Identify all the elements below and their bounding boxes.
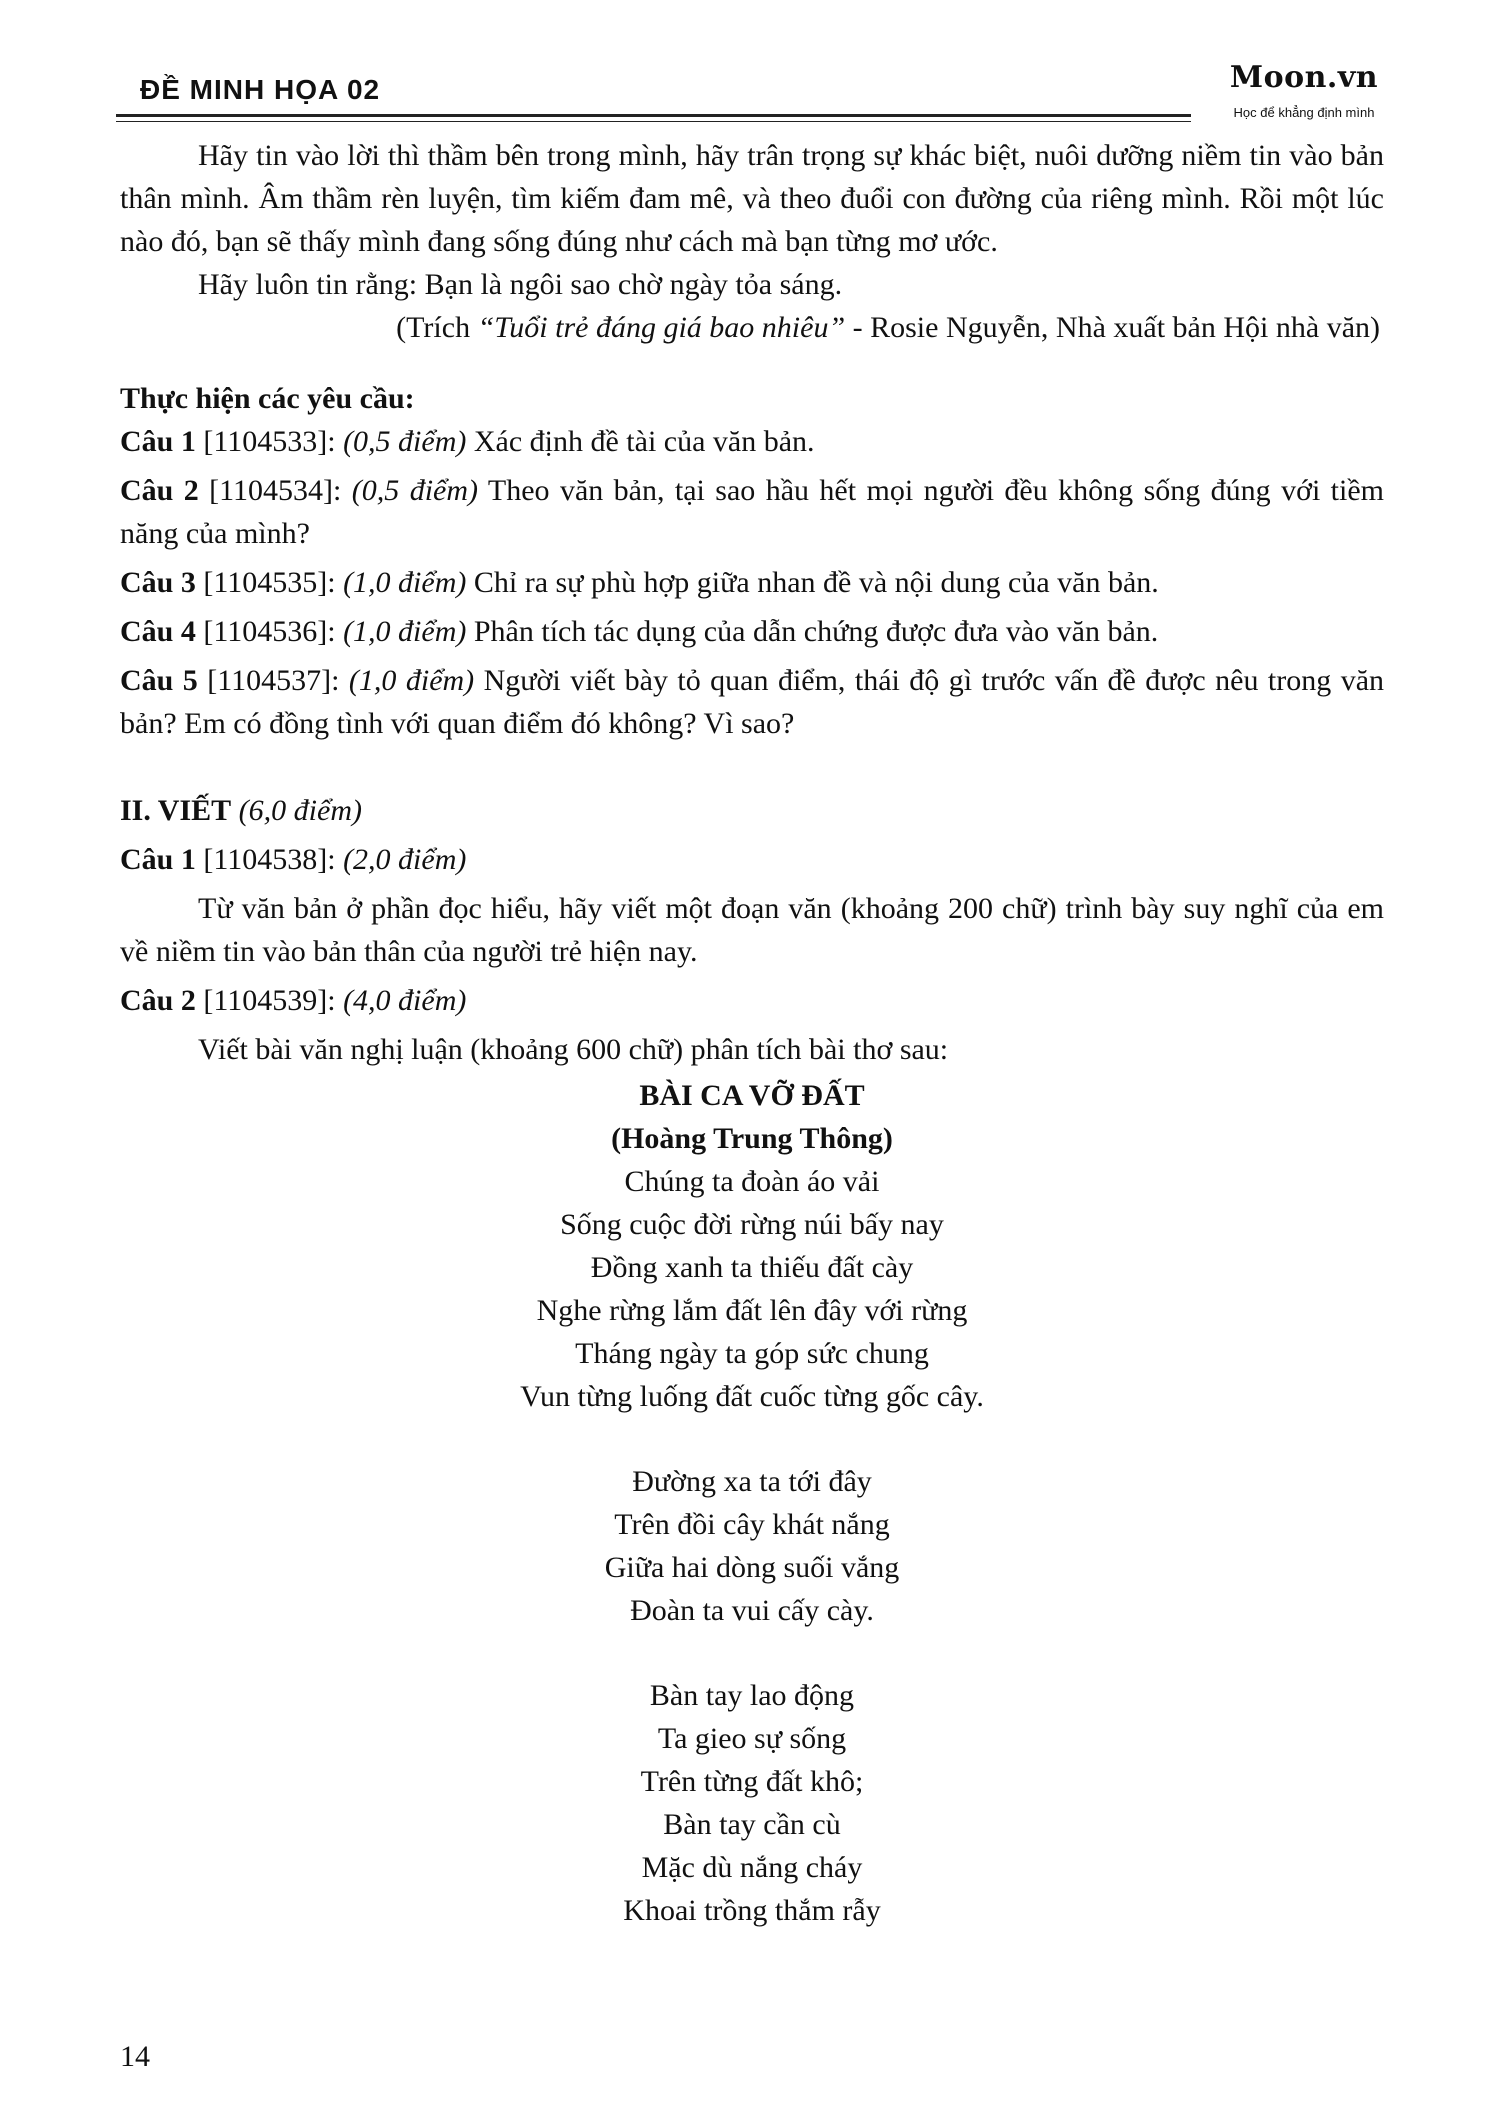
poem xyxy=(120,1074,1384,1932)
page-number: 14 xyxy=(120,2040,150,2073)
tasks-heading: Thực hiện các yêu cầu: xyxy=(120,382,415,415)
source-title: “Tuổi trẻ đáng giá bao nhiêu” xyxy=(477,311,846,344)
poem-line: Đường xa ta tới đây xyxy=(632,1465,872,1498)
question-1: Câu 1 [1104533]: (0,5 điểm) Xác định đề tài của văn bản. xyxy=(120,425,815,458)
poem-line: Đoàn ta vui cấy cày. xyxy=(630,1594,874,1627)
writing-question-1-text: Từ văn bản ở phần đọc hiểu, hãy viết một đoạn văn (khoảng 200 chữ) trình bày suy nghĩ của em về niềm tin vào bản thân của người trẻ hiện nay. xyxy=(120,892,1384,968)
poem-author: (Hoàng Trung Thông) xyxy=(611,1122,893,1155)
exam-title: ĐỀ MINH HỌA 02 xyxy=(140,74,381,105)
source-prefix: (Trích xyxy=(396,311,478,344)
poem-line: Vun từng luống đất cuốc từng gốc cây. xyxy=(520,1380,984,1413)
poem-line: Chúng ta đoàn áo vải xyxy=(624,1165,880,1198)
poem-line: Mặc dù nắng cháy xyxy=(641,1851,863,1884)
header-rule-thin xyxy=(116,121,1191,122)
reading-source xyxy=(120,306,1384,349)
poem-line: Đồng xanh ta thiếu đất cày xyxy=(590,1251,914,1284)
page-content xyxy=(120,134,1384,1932)
poem-line: Bàn tay cần cù xyxy=(663,1808,841,1841)
source-suffix: - Rosie Nguyễn, Nhà xuất bản Hội nhà văn) xyxy=(845,311,1380,344)
logo-name: Moon.vn xyxy=(1229,60,1379,95)
moon-logo xyxy=(1224,60,1384,120)
poem-line: Khoai trồng thắm rẫy xyxy=(623,1894,881,1927)
question-3: Câu 3 [1104535]: (1,0 điểm) Chỉ ra sự phù hợp giữa nhan đề và nội dung của văn bản. xyxy=(120,566,1159,599)
writing-question-2: Câu 2 [1104539]: (4,0 điểm) xyxy=(120,984,467,1017)
page-header xyxy=(116,60,1380,122)
reading-paragraph-2: Hãy luôn tin rằng: Bạn là ngôi sao chờ ngày tỏa sáng. xyxy=(198,268,843,301)
poem-line: Nghe rừng lắm đất lên đây với rừng xyxy=(536,1294,968,1327)
header-rule xyxy=(116,114,1191,117)
question-4: Câu 4 [1104536]: (1,0 điểm) Phân tích tác dụng của dẫn chứng được đưa vào văn bản. xyxy=(120,615,1159,648)
poem-line: Bàn tay lao động xyxy=(649,1679,855,1712)
poem-line: Ta gieo sự sống xyxy=(657,1722,847,1755)
poem-line: Trên từng đất khô; xyxy=(640,1765,864,1798)
writing-question-2-text: Viết bài văn nghị luận (khoảng 600 chữ) phân tích bài thơ sau: xyxy=(198,1033,949,1066)
poem-line: Giữa hai dòng suối vắng xyxy=(604,1551,900,1584)
poem-title: BÀI CA VỠ ĐẤT xyxy=(639,1079,865,1112)
question-5: Câu 5 [1104537]: (1,0 điểm) Người viết bày tỏ quan điểm, thái độ gì trước vấn đề được nêu trong văn bản? Em có đồng tình với quan điểm đó không? Vì sao? xyxy=(120,664,1385,740)
poem-line: Sống cuộc đời rừng núi bấy nay xyxy=(560,1208,944,1241)
poem-line: Tháng ngày ta góp sức chung xyxy=(575,1337,929,1370)
poem-line: Trên đồi cây khát nắng xyxy=(614,1508,890,1541)
question-2: Câu 2 [1104534]: (0,5 điểm) Theo văn bản, tại sao hầu hết mọi người đều không sống đúng với tiềm năng của mình? xyxy=(120,474,1385,550)
reading-paragraph-1: Hãy tin vào lời thì thầm bên trong mình, hãy trân trọng sự khác biệt, nuôi dưỡng niềm tin vào bản thân mình. Âm thầm rèn luyện, tìm kiếm đam mê, và theo đuổi con đường của riêng mình. Rồi một lúc nào đó, bạn sẽ thấy mình đang sống đúng như cách mà bạn từng mơ ước. xyxy=(120,139,1384,258)
logo-tagline: Học để khẳng định mình xyxy=(1233,105,1375,120)
writing-question-1: Câu 1 [1104538]: (2,0 điểm) xyxy=(120,843,467,876)
writing-section-heading: II. VIẾT (6,0 điểm) xyxy=(120,794,362,827)
